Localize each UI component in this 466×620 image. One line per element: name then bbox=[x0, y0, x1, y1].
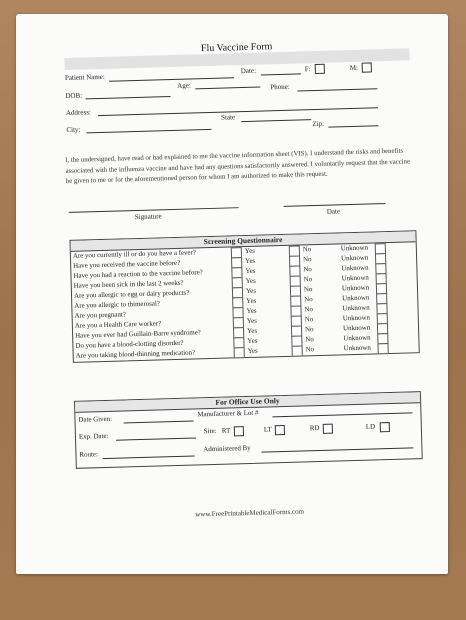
phone-field[interactable] bbox=[297, 88, 377, 91]
site-label: Site: bbox=[203, 427, 217, 436]
no-label: No bbox=[303, 266, 312, 274]
route-label: Route: bbox=[79, 451, 98, 459]
state-field[interactable] bbox=[241, 119, 311, 122]
male-checkbox[interactable] bbox=[362, 62, 372, 72]
screening-title: Screening Questionnaire bbox=[71, 231, 416, 252]
date-given-label: Date Given: bbox=[78, 415, 113, 424]
yes-label: Yes bbox=[245, 277, 256, 286]
no-label: No bbox=[303, 276, 313, 284]
date-given-field[interactable] bbox=[124, 421, 194, 424]
screening-question: Are you allergic to egg or dairy products? bbox=[73, 289, 190, 300]
site-lt-checkbox[interactable] bbox=[275, 425, 285, 435]
dob-field[interactable] bbox=[86, 96, 171, 99]
administered-by-field[interactable] bbox=[261, 447, 413, 452]
administered-by-label: Administered By bbox=[203, 444, 251, 454]
manufacturer-lot-label: Manufacturer & Lot # bbox=[197, 409, 259, 419]
state-label: State bbox=[221, 113, 236, 122]
unknown-label: Unknown bbox=[343, 344, 371, 353]
no-label: No bbox=[304, 306, 314, 314]
screening-question: Have you received the vaccine before? bbox=[73, 259, 181, 270]
unknown-checkbox[interactable] bbox=[377, 343, 388, 354]
no-label: No bbox=[303, 286, 313, 294]
no-label: No bbox=[305, 346, 315, 354]
unknown-label: Unknown bbox=[342, 314, 371, 323]
yes-label: Yes bbox=[245, 287, 257, 296]
unknown-label: Unknown bbox=[343, 334, 371, 343]
site-ld-checkbox[interactable] bbox=[380, 422, 390, 432]
screening-question: Have you been sick in the last 2 weeks? bbox=[73, 279, 184, 290]
yes-label: Yes bbox=[247, 337, 258, 345]
phone-label: Phone: bbox=[270, 82, 290, 92]
unknown-label: Unknown bbox=[341, 274, 369, 283]
site-ld-label: LD bbox=[365, 423, 376, 431]
screening-question: Have you ever had Guillain-Barre syndrome? bbox=[75, 329, 201, 340]
site-rd-checkbox[interactable] bbox=[323, 424, 333, 434]
yes-label: Yes bbox=[247, 327, 258, 335]
screening-question: Have you had a reaction to the vaccine before? bbox=[73, 269, 203, 280]
yes-label: Yes bbox=[247, 347, 258, 355]
office-use-section bbox=[74, 391, 423, 469]
screening-question: Are you taking blood-thinning medication? bbox=[75, 349, 196, 360]
no-label: No bbox=[305, 336, 314, 344]
no-label: No bbox=[303, 256, 312, 264]
yes-label: Yes bbox=[245, 267, 256, 276]
yes-checkbox[interactable] bbox=[234, 347, 245, 358]
zip-label: Zip: bbox=[312, 119, 325, 129]
unknown-label: Unknown bbox=[342, 294, 370, 303]
form-title: Flu Vaccine Form bbox=[200, 41, 273, 55]
manufacturer-lot-field[interactable] bbox=[272, 412, 412, 417]
screening-questionnaire bbox=[69, 230, 419, 363]
route-field[interactable] bbox=[103, 456, 195, 460]
consent-paragraph: I, the undersigned, have read or had explained to me the vaccine information sheet (VIS). I understand the risks and benefits associated with the influenza vaccine and have had any questions satisfactorily answered. I voluntarily request that the vaccine be given to me or for the aforementioned person for whom I am authorized to make this request. bbox=[65, 147, 411, 186]
screening-question: Are you allergic to thimerosal? bbox=[74, 300, 161, 310]
female-label: F: bbox=[304, 65, 311, 74]
zip-field[interactable] bbox=[328, 125, 378, 127]
yes-label: Yes bbox=[245, 257, 256, 266]
site-rt-checkbox[interactable] bbox=[234, 426, 244, 436]
dob-label: DOB: bbox=[65, 91, 83, 100]
exp-date-label: Exp. Date: bbox=[78, 432, 109, 441]
date-field[interactable] bbox=[261, 73, 301, 75]
signature-label: Signature bbox=[134, 212, 162, 222]
age-field[interactable] bbox=[195, 87, 260, 90]
unknown-label: Unknown bbox=[341, 284, 370, 293]
screening-question: Are you pregnant? bbox=[74, 311, 126, 320]
female-checkbox[interactable] bbox=[315, 64, 325, 74]
yes-label: Yes bbox=[246, 307, 257, 316]
yes-label: Yes bbox=[246, 317, 257, 326]
unknown-label: Unknown bbox=[340, 244, 369, 253]
office-title: For Office Use Only bbox=[75, 392, 420, 413]
no-label: No bbox=[304, 316, 314, 324]
no-label: No bbox=[304, 296, 313, 304]
address-field[interactable] bbox=[98, 107, 378, 116]
site-rt-label: RT bbox=[221, 427, 231, 435]
age-label: Age: bbox=[177, 81, 191, 90]
city-label: City: bbox=[66, 125, 81, 134]
male-label: M: bbox=[349, 63, 359, 73]
signature-date-field[interactable] bbox=[284, 203, 386, 207]
yes-label: Yes bbox=[246, 297, 257, 306]
patient-name-field[interactable] bbox=[109, 77, 234, 81]
screening-question: Are you a Health Care worker? bbox=[74, 320, 162, 330]
screening-question: Do you have a blood-clotting disorder? bbox=[75, 339, 184, 350]
unknown-label: Unknown bbox=[341, 264, 369, 273]
unknown-label: Unknown bbox=[341, 254, 369, 263]
unknown-label: Unknown bbox=[342, 304, 370, 313]
exp-date-field[interactable] bbox=[116, 437, 196, 440]
city-field[interactable] bbox=[86, 129, 211, 133]
yes-label: Yes bbox=[244, 247, 255, 256]
site-lt-label: LT bbox=[263, 426, 272, 434]
signature-date-label: Date bbox=[326, 207, 341, 216]
paper-sheet bbox=[16, 14, 448, 574]
screening-question: Are you currently ill or do you have a fever? bbox=[72, 249, 197, 260]
date-label: Date: bbox=[240, 66, 257, 76]
no-label: No bbox=[304, 326, 314, 334]
address-label: Address: bbox=[65, 108, 91, 117]
footer-url[interactable]: www.FreePrintableMedicalForms.com bbox=[195, 507, 305, 519]
screening-rows bbox=[71, 242, 419, 362]
patient-name-label: Patient Name: bbox=[64, 72, 105, 82]
no-label: No bbox=[302, 246, 312, 254]
site-rd-label: RD bbox=[309, 425, 320, 433]
unknown-label: Unknown bbox=[342, 324, 371, 333]
flu-vaccine-form bbox=[64, 34, 411, 519]
no-checkbox[interactable] bbox=[292, 345, 303, 356]
